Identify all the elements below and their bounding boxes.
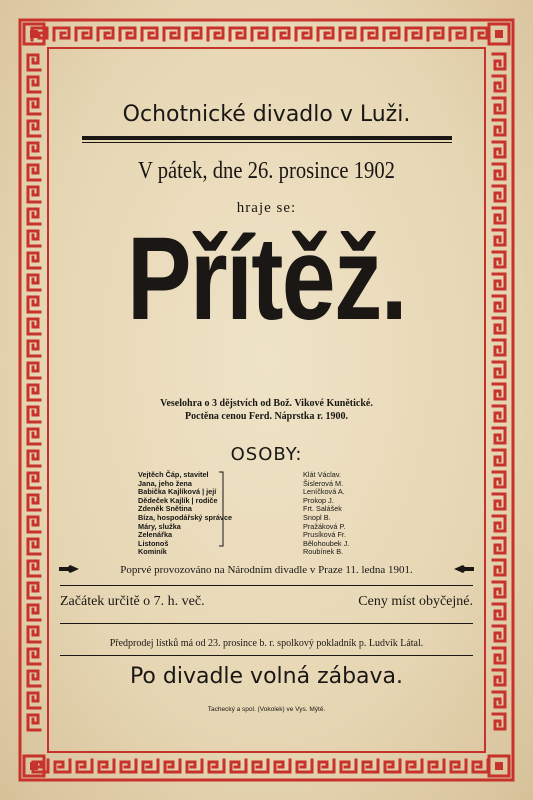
cast-row xyxy=(138,523,418,532)
cast-role: Bíza, hospodářský správce xyxy=(138,512,233,522)
poster-content xyxy=(60,60,473,740)
divider-thick xyxy=(82,136,452,140)
cast-row xyxy=(138,540,418,549)
cast-actor: Pražáková P. xyxy=(303,521,346,531)
play-title: Přítěž. xyxy=(127,213,406,345)
cast-role: Zdeněk Snětina xyxy=(138,504,192,514)
divider xyxy=(60,623,473,624)
cast-role: Babička Kajlíková | její xyxy=(138,487,217,497)
cast-role: Jana, jeho žena xyxy=(138,478,192,488)
troupe-name: Ochotnické divadlo v Luži. xyxy=(122,102,411,127)
cast-actor: Leníčková A. xyxy=(303,487,345,497)
cast-heading: OSOBY: xyxy=(230,444,303,465)
printer-imprint: Tachecký a spol. (Vokolek) ve Vys. Mýtě. xyxy=(207,706,326,713)
divider xyxy=(60,655,473,656)
cast-list xyxy=(138,471,418,557)
cast-row xyxy=(138,548,418,557)
cast-actor: Šislerová M. xyxy=(303,478,344,488)
cast-row xyxy=(138,531,418,540)
performance-date: V pátek, dne 26. prosince 1902 xyxy=(137,158,395,184)
presale-note: Předprodej lístků má od 23. prosince b. r. spolkový pokladník p. Ludvík Látal. xyxy=(109,638,424,649)
cast-role: Dědeček Kajlík | rodiče xyxy=(138,495,218,505)
cast-actor: Frt. Salášek xyxy=(303,504,342,514)
cast-role: Zelenářka xyxy=(138,530,173,540)
divider-thin xyxy=(82,142,452,143)
cast-actor: Prusíková Fr. xyxy=(303,530,346,540)
play-subtitle-author: Veselohra o 3 dějstvích od Bož. Vikové Kunětické. xyxy=(160,398,373,409)
start-time: Začátek určitě o 7. h. več. xyxy=(60,594,205,609)
premiere-note: Poprvé provozováno na Národním divadle v Praze 11. ledna 1901. xyxy=(120,564,413,576)
cast-actor: Prokop J. xyxy=(303,495,334,505)
cast-actor: Snopl B. xyxy=(303,512,331,522)
after-show-note: Po divadle volná zábava. xyxy=(129,664,404,689)
brace-icon xyxy=(218,471,226,547)
cast-actor: Roubínek B. xyxy=(303,547,344,557)
cast-role: Máry, služka xyxy=(138,521,181,531)
pointing-hand-left-icon xyxy=(453,563,475,575)
ticket-prices: Ceny míst obyčejné. xyxy=(358,594,473,609)
cast-role: Listonoš xyxy=(138,538,169,548)
plays-intro: hraje se: xyxy=(236,200,297,216)
cast-role: Vejtěch Čáp, stavitel xyxy=(138,470,209,479)
cast-actor: Bělohoubek J. xyxy=(303,538,350,548)
cast-role: Kominík xyxy=(138,547,167,557)
divider xyxy=(60,585,473,586)
cast-actor: Klát Václav. xyxy=(303,470,341,479)
play-subtitle-award: Poctěna cenou Ferd. Náprstka r. 1900. xyxy=(185,411,348,422)
